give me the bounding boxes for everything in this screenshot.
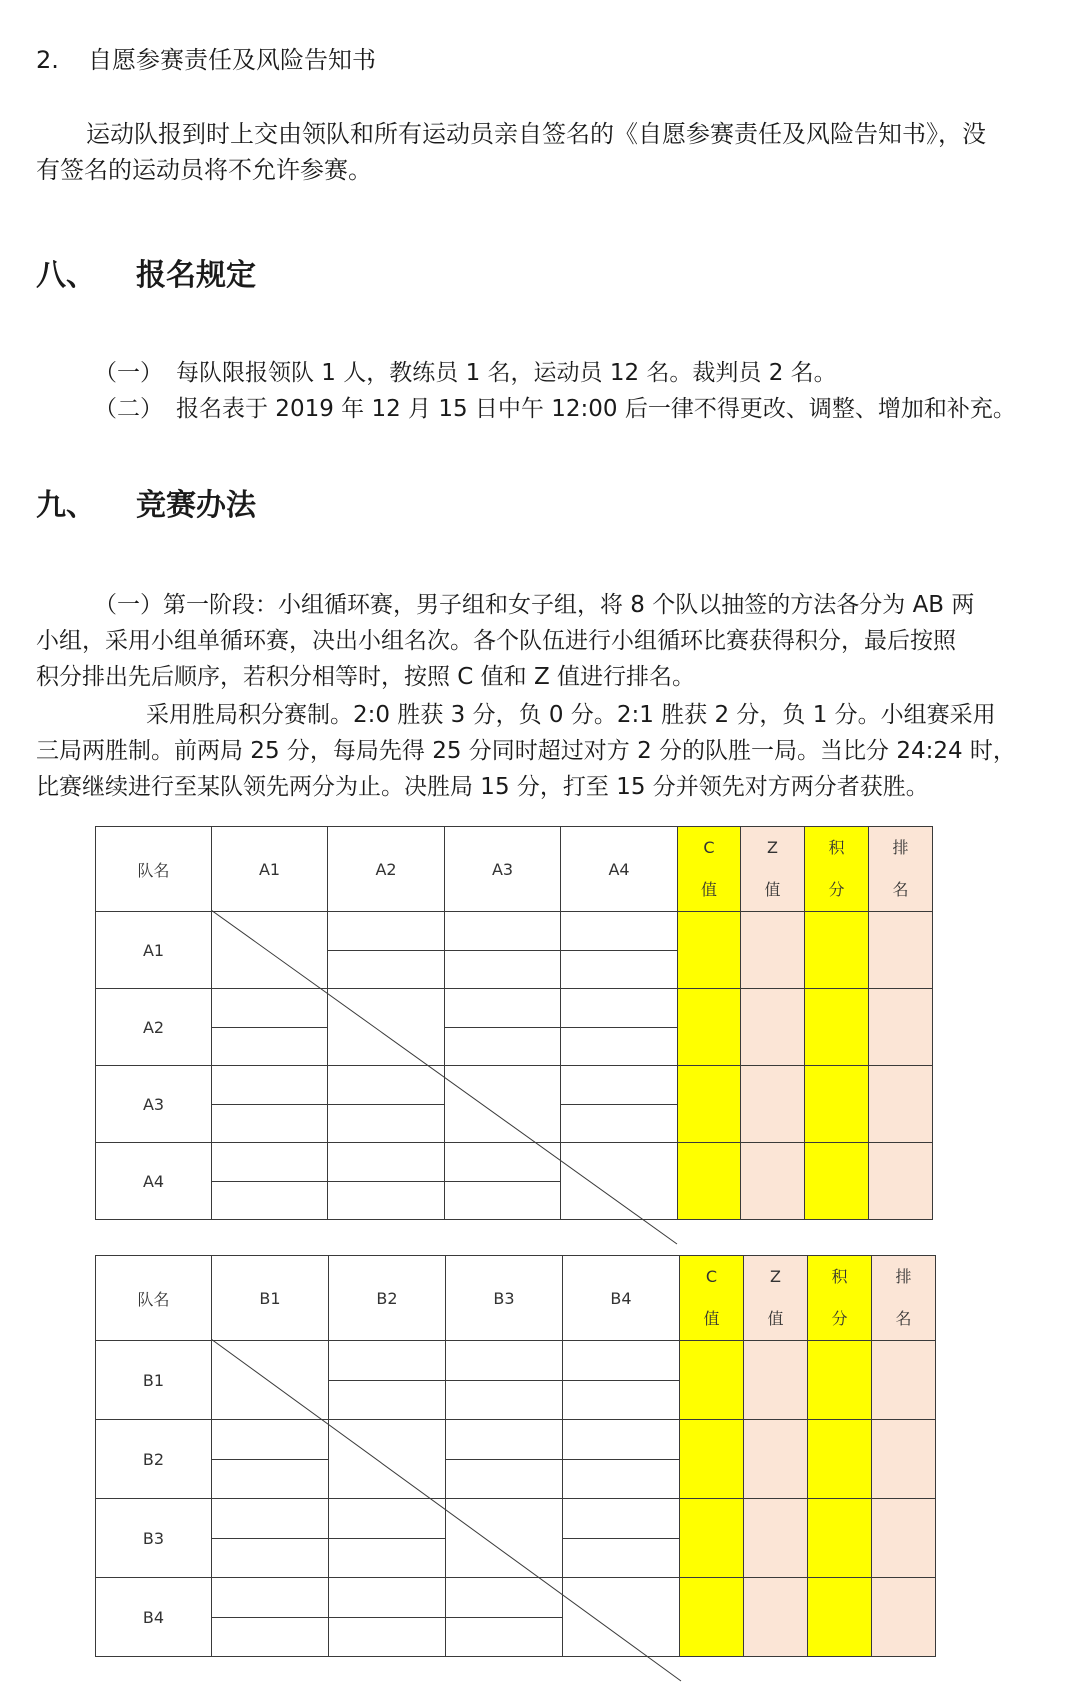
c-value-cell[interactable]	[678, 1066, 741, 1143]
score-cell[interactable]	[212, 989, 328, 1028]
score-cell[interactable]	[212, 1104, 328, 1143]
section-2-title: 自愿参赛责任及风险告知书	[88, 46, 376, 74]
section-2-paragraph-line-1: 运动队报到时上交由领队和所有运动员亲自签名的《自愿参赛责任及风险告知书》，没	[86, 120, 986, 148]
points-cell[interactable]	[805, 1066, 869, 1143]
diagonal-cell	[328, 989, 445, 1066]
score-cell[interactable]	[328, 1143, 445, 1182]
item-text: 每队限报领队 1 人，教练员 1 名，运动员 12 名。裁判员 2 名。	[176, 360, 837, 386]
c-value-cell[interactable]	[680, 1578, 744, 1657]
column-header-a1: A1	[212, 827, 328, 912]
points-header: 积 分	[808, 1256, 872, 1341]
c-value-cell[interactable]	[680, 1420, 744, 1499]
rank-cell[interactable]	[869, 912, 933, 989]
row-label-b1: B1	[96, 1341, 212, 1420]
section-9-heading	[36, 480, 256, 524]
section-8-item-2	[94, 390, 1016, 423]
points-cell[interactable]	[808, 1499, 872, 1578]
points-cell[interactable]	[805, 989, 869, 1066]
score-cell[interactable]	[328, 912, 445, 951]
c-value-header: C 值	[680, 1256, 744, 1341]
column-header-b2: B2	[329, 1256, 446, 1341]
section-9-p2-line-1: 采用胜局积分赛制。2:0 胜获 3 分，负 0 分。2:1 胜获 2 分，负 1 分。小组赛采用	[146, 702, 996, 728]
column-header-a4: A4	[561, 827, 678, 912]
team-name-header: 队名	[96, 827, 212, 912]
rank-cell[interactable]	[869, 989, 933, 1066]
group-a-table	[95, 826, 933, 1220]
score-cell[interactable]	[446, 1617, 563, 1657]
row-label-b4: B4	[96, 1578, 212, 1657]
score-cell[interactable]	[212, 1420, 329, 1460]
score-cell[interactable]	[329, 1578, 446, 1618]
section-8-number: 八、	[36, 258, 96, 293]
column-header-b4: B4	[563, 1256, 680, 1341]
score-cell[interactable]	[328, 1104, 445, 1143]
z-value-cell[interactable]	[741, 1066, 805, 1143]
diagonal-cell	[445, 1066, 561, 1143]
score-cell[interactable]	[563, 1499, 680, 1539]
row-label-a3: A3	[96, 1066, 212, 1143]
score-cell[interactable]	[212, 1027, 328, 1066]
rank-cell[interactable]	[872, 1578, 936, 1657]
score-cell[interactable]	[212, 1538, 329, 1578]
rank-cell[interactable]	[869, 1143, 933, 1220]
diagonal-cell	[212, 912, 328, 989]
rank-cell[interactable]	[869, 1066, 933, 1143]
item-text: 报名表于 2019 年 12 月 15 日中午 12:00 后一律不得更改、调整、增加和补充。	[176, 396, 1016, 422]
score-cell[interactable]	[446, 1380, 563, 1420]
score-cell[interactable]	[563, 1341, 680, 1381]
points-cell[interactable]	[808, 1420, 872, 1499]
score-cell[interactable]	[329, 1499, 446, 1539]
section-9-p1-line-2: 小组，采用小组单循环赛，决出小组名次。各个队伍进行小组循环比赛获得积分，最后按照	[36, 628, 956, 654]
z-value-header: Z 值	[744, 1256, 808, 1341]
z-value-cell[interactable]	[741, 912, 805, 989]
c-value-cell[interactable]	[678, 912, 741, 989]
score-cell[interactable]	[329, 1538, 446, 1578]
row-label-a2: A2	[96, 989, 212, 1066]
c-value-cell[interactable]	[680, 1499, 744, 1578]
score-cell[interactable]	[446, 1420, 563, 1460]
c-value-cell[interactable]	[678, 989, 741, 1066]
score-cell[interactable]	[329, 1341, 446, 1381]
c-value-cell[interactable]	[678, 1143, 741, 1220]
section-8-title: 报名规定	[136, 258, 256, 293]
z-value-cell[interactable]	[744, 1420, 808, 1499]
column-header-b1: B1	[212, 1256, 329, 1341]
score-cell[interactable]	[446, 1578, 563, 1618]
section-8-heading	[36, 250, 256, 294]
c-value-cell[interactable]	[680, 1341, 744, 1420]
score-cell[interactable]	[212, 1181, 328, 1220]
score-cell[interactable]	[445, 950, 561, 989]
score-cell[interactable]	[561, 1066, 678, 1105]
rank-cell[interactable]	[872, 1420, 936, 1499]
item-tag: （二）	[94, 396, 163, 422]
score-cell[interactable]	[561, 1104, 678, 1143]
score-cell[interactable]	[563, 1420, 680, 1460]
diagonal-cell	[446, 1499, 563, 1578]
score-cell[interactable]	[446, 1459, 563, 1499]
points-cell[interactable]	[808, 1578, 872, 1657]
diagonal-cell	[212, 1341, 329, 1420]
z-value-cell[interactable]	[744, 1499, 808, 1578]
points-cell[interactable]	[805, 912, 869, 989]
section-9-title: 竞赛办法	[136, 488, 256, 523]
diagonal-cell	[563, 1578, 680, 1657]
score-cell[interactable]	[328, 950, 445, 989]
score-cell[interactable]	[329, 1617, 446, 1657]
section-9-p2-line-3: 比赛继续进行至某队领先两分为止。决胜局 15 分，打至 15 分并领先对方两分者获胜。	[36, 774, 929, 800]
score-cell[interactable]	[212, 1143, 328, 1182]
diagonal-cell	[329, 1420, 446, 1499]
section-9-number: 九、	[36, 488, 96, 523]
section-9-p1-line-3: 积分排出先后顺序，若积分相等时，按照 C 值和 Z 值进行排名。	[36, 664, 696, 690]
points-cell[interactable]	[808, 1341, 872, 1420]
rank-cell[interactable]	[872, 1341, 936, 1420]
z-value-cell[interactable]	[744, 1341, 808, 1420]
score-cell[interactable]	[212, 1499, 329, 1539]
score-cell[interactable]	[561, 912, 678, 951]
z-value-cell[interactable]	[741, 1143, 805, 1220]
points-cell[interactable]	[805, 1143, 869, 1220]
section-2-heading	[36, 40, 376, 75]
section-2-paragraph-line-2: 有签名的运动员将不允许参赛。	[36, 156, 372, 184]
score-cell[interactable]	[212, 1066, 328, 1105]
score-cell[interactable]	[563, 1538, 680, 1578]
score-cell[interactable]	[212, 1459, 329, 1499]
row-label-b3: B3	[96, 1499, 212, 1578]
rank-header: 排 名	[872, 1256, 936, 1341]
score-cell[interactable]	[561, 950, 678, 989]
score-cell[interactable]	[561, 989, 678, 1028]
score-cell[interactable]	[445, 912, 561, 951]
score-cell[interactable]	[445, 989, 561, 1028]
score-cell[interactable]	[445, 1027, 561, 1066]
rank-cell[interactable]	[872, 1499, 936, 1578]
row-label-b2: B2	[96, 1420, 212, 1499]
row-label-a4: A4	[96, 1143, 212, 1220]
score-cell[interactable]	[212, 1617, 329, 1657]
column-header-b3: B3	[446, 1256, 563, 1341]
team-name-header: 队名	[96, 1256, 212, 1341]
group-b-table	[95, 1255, 936, 1657]
rank-header: 排 名	[869, 827, 933, 912]
item-tag: （一）	[94, 360, 163, 386]
score-cell[interactable]	[445, 1143, 561, 1182]
section-8-item-1	[94, 354, 837, 387]
c-value-header: C 值	[678, 827, 741, 912]
score-cell[interactable]	[561, 1027, 678, 1066]
diagonal-cell	[561, 1143, 678, 1220]
score-cell[interactable]	[212, 1578, 329, 1618]
score-cell[interactable]	[328, 1181, 445, 1220]
score-cell[interactable]	[563, 1459, 680, 1499]
score-cell[interactable]	[446, 1341, 563, 1381]
column-header-a2: A2	[328, 827, 445, 912]
score-cell[interactable]	[563, 1380, 680, 1420]
z-value-cell[interactable]	[741, 989, 805, 1066]
points-header: 积 分	[805, 827, 869, 912]
column-header-a3: A3	[445, 827, 561, 912]
score-cell[interactable]	[328, 1066, 445, 1105]
score-cell[interactable]	[329, 1380, 446, 1420]
section-2-number: 2.	[36, 46, 59, 74]
section-9-p2-line-2: 三局两胜制。前两局 25 分，每局先得 25 分同时超过对方 2 分的队胜一局。当比分 24:24 时，	[36, 738, 1016, 764]
row-label-a1: A1	[96, 912, 212, 989]
z-value-header: Z 值	[741, 827, 805, 912]
score-cell[interactable]	[445, 1181, 561, 1220]
z-value-cell[interactable]	[744, 1578, 808, 1657]
section-9-p1-line-1: （一）第一阶段：小组循环赛，男子组和女子组，将 8 个队以抽签的方法各分为 AB 两	[94, 592, 975, 618]
